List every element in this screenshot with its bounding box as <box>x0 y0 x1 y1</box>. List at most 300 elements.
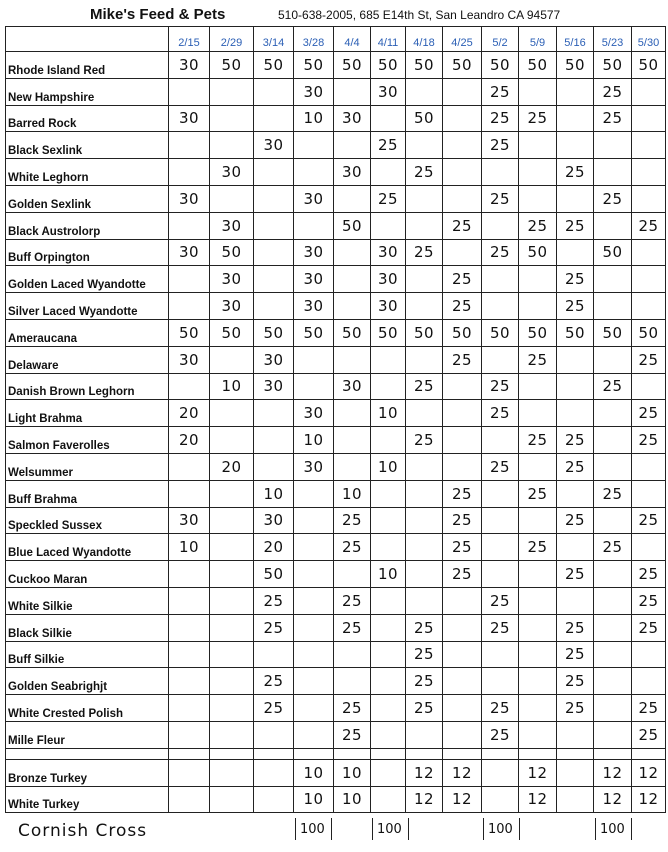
quantity-cell: 10 <box>294 427 334 454</box>
quantity-cell <box>169 759 210 786</box>
quantity-cell: 25 <box>594 78 632 105</box>
quantity-cell: 25 <box>482 373 519 400</box>
quantity-cell <box>169 561 210 588</box>
quantity-cell <box>371 721 406 748</box>
quantity-cell <box>406 266 443 293</box>
quantity-cell <box>169 480 210 507</box>
quantity-cell <box>482 561 519 588</box>
quantity-cell <box>169 293 210 320</box>
quantity-cell: 25 <box>482 614 519 641</box>
quantity-cell <box>210 587 254 614</box>
quantity-cell <box>254 759 294 786</box>
quantity-cell <box>519 561 557 588</box>
quantity-cell: 30 <box>169 507 210 534</box>
breed-row <box>6 786 666 813</box>
quantity-cell: 50 <box>210 52 254 79</box>
quantity-cell <box>294 534 334 561</box>
quantity-cell <box>294 373 334 400</box>
quantity-cell: 25 <box>557 453 594 480</box>
quantity-cell: 25 <box>632 614 666 641</box>
quantity-cell <box>406 561 443 588</box>
quantity-cell: 30 <box>254 132 294 159</box>
quantity-cell <box>557 373 594 400</box>
quantity-cell <box>210 105 254 132</box>
breed-name: Ameraucana <box>6 319 169 346</box>
date-header: 5/16 <box>557 27 594 52</box>
quantity-cell: 25 <box>254 668 294 695</box>
quantity-cell <box>443 427 482 454</box>
quantity-cell <box>406 480 443 507</box>
quantity-cell <box>443 105 482 132</box>
breed-name: Golden Laced Wyandotte <box>6 266 169 293</box>
quantity-cell: 25 <box>632 400 666 427</box>
quantity-cell: 30 <box>371 266 406 293</box>
breed-name: Black Austrolorp <box>6 212 169 239</box>
breed-row <box>6 52 666 79</box>
quantity-cell: 50 <box>254 52 294 79</box>
quantity-cell: 10 <box>254 480 294 507</box>
cornish-cross-quantity: 100 <box>488 822 513 837</box>
quantity-cell: 25 <box>334 695 371 722</box>
quantity-cell <box>294 721 334 748</box>
quantity-cell <box>371 507 406 534</box>
quantity-cell <box>371 668 406 695</box>
quantity-cell: 25 <box>443 266 482 293</box>
quantity-cell <box>482 266 519 293</box>
quantity-cell <box>210 668 254 695</box>
quantity-cell: 50 <box>294 319 334 346</box>
divider-cell <box>594 748 632 759</box>
divider-cell <box>557 748 594 759</box>
quantity-cell <box>519 373 557 400</box>
quantity-cell: 50 <box>406 105 443 132</box>
quantity-cell: 30 <box>334 373 371 400</box>
quantity-cell: 20 <box>169 400 210 427</box>
quantity-cell: 30 <box>210 159 254 186</box>
quantity-cell: 25 <box>557 293 594 320</box>
quantity-cell: 10 <box>294 105 334 132</box>
breed-name: Black Sexlink <box>6 132 169 159</box>
quantity-cell <box>254 453 294 480</box>
quantity-cell <box>557 239 594 266</box>
quantity-cell: 25 <box>406 668 443 695</box>
quantity-cell: 50 <box>443 52 482 79</box>
quantity-cell: 25 <box>557 427 594 454</box>
quantity-cell <box>210 695 254 722</box>
quantity-cell: 30 <box>371 293 406 320</box>
quantity-cell <box>443 587 482 614</box>
quantity-cell: 50 <box>334 52 371 79</box>
quantity-cell <box>443 78 482 105</box>
quantity-cell: 25 <box>557 561 594 588</box>
divider-cell <box>6 748 169 759</box>
quantity-cell <box>334 400 371 427</box>
store-contact: 510-638-2005, 685 E14th St, San Leandro CA 94577 <box>278 8 561 22</box>
quantity-cell: 25 <box>632 427 666 454</box>
date-header: 4/4 <box>334 27 371 52</box>
breed-column-header <box>6 27 169 52</box>
divider-cell <box>334 748 371 759</box>
quantity-cell <box>371 346 406 373</box>
quantity-cell <box>632 78 666 105</box>
quantity-cell <box>594 427 632 454</box>
chick-order-table <box>5 26 666 813</box>
quantity-cell <box>557 534 594 561</box>
quantity-cell: 12 <box>443 786 482 813</box>
breed-row <box>6 668 666 695</box>
date-header: 3/28 <box>294 27 334 52</box>
quantity-cell <box>482 159 519 186</box>
quantity-cell: 30 <box>169 52 210 79</box>
quantity-cell: 12 <box>632 759 666 786</box>
quantity-cell <box>294 587 334 614</box>
quantity-cell <box>169 132 210 159</box>
quantity-cell: 12 <box>594 786 632 813</box>
quantity-cell <box>294 614 334 641</box>
quantity-cell <box>254 159 294 186</box>
quantity-cell <box>371 105 406 132</box>
quantity-cell <box>169 159 210 186</box>
date-header: 2/15 <box>169 27 210 52</box>
date-header: 5/9 <box>519 27 557 52</box>
quantity-cell <box>594 212 632 239</box>
quantity-cell: 20 <box>254 534 294 561</box>
divider-cell <box>294 748 334 759</box>
breed-row <box>6 641 666 668</box>
quantity-cell: 25 <box>334 507 371 534</box>
quantity-cell <box>482 668 519 695</box>
breed-name: Speckled Sussex <box>6 507 169 534</box>
quantity-cell <box>482 346 519 373</box>
quantity-cell <box>519 587 557 614</box>
quantity-cell: 50 <box>254 319 294 346</box>
quantity-cell <box>519 641 557 668</box>
quantity-cell: 25 <box>557 695 594 722</box>
quantity-cell <box>294 132 334 159</box>
quantity-cell <box>169 641 210 668</box>
quantity-cell <box>443 132 482 159</box>
quantity-cell <box>594 293 632 320</box>
breed-name: Delaware <box>6 346 169 373</box>
quantity-cell <box>594 507 632 534</box>
quantity-cell <box>519 78 557 105</box>
quantity-cell <box>482 759 519 786</box>
quantity-cell <box>632 373 666 400</box>
quantity-cell: 25 <box>334 721 371 748</box>
divider-cell <box>443 748 482 759</box>
quantity-cell <box>406 400 443 427</box>
quantity-cell <box>519 400 557 427</box>
quantity-cell <box>254 185 294 212</box>
quantity-cell: 25 <box>406 641 443 668</box>
quantity-cell: 50 <box>594 239 632 266</box>
quantity-cell <box>334 561 371 588</box>
quantity-cell <box>557 759 594 786</box>
quantity-cell <box>406 453 443 480</box>
quantity-cell: 25 <box>632 561 666 588</box>
quantity-cell: 50 <box>482 319 519 346</box>
quantity-cell: 50 <box>334 319 371 346</box>
date-header-row <box>6 27 666 52</box>
quantity-cell: 20 <box>210 453 254 480</box>
quantity-cell: 25 <box>519 212 557 239</box>
quantity-cell <box>294 695 334 722</box>
date-header: 4/11 <box>371 27 406 52</box>
quantity-cell: 25 <box>557 507 594 534</box>
quantity-cell: 25 <box>406 427 443 454</box>
quantity-cell: 50 <box>632 52 666 79</box>
cornish-cross-label: Cornish Cross <box>18 821 148 841</box>
breed-row <box>6 587 666 614</box>
breed-name: Buff Brahma <box>6 480 169 507</box>
breed-name: Golden Sexlink <box>6 185 169 212</box>
quantity-cell <box>371 614 406 641</box>
quantity-cell <box>557 480 594 507</box>
quantity-cell <box>254 212 294 239</box>
quantity-cell <box>294 561 334 588</box>
quantity-cell: 12 <box>632 786 666 813</box>
quantity-cell: 50 <box>210 239 254 266</box>
divider-cell <box>482 748 519 759</box>
quantity-cell: 50 <box>557 319 594 346</box>
quantity-cell: 10 <box>210 373 254 400</box>
quantity-cell <box>169 695 210 722</box>
quantity-cell <box>519 614 557 641</box>
quantity-cell: 30 <box>210 293 254 320</box>
breed-row <box>6 534 666 561</box>
quantity-cell <box>210 480 254 507</box>
quantity-cell: 25 <box>443 293 482 320</box>
divider-cell <box>169 748 210 759</box>
breed-row <box>6 105 666 132</box>
breed-name: Welsummer <box>6 453 169 480</box>
quantity-cell <box>482 641 519 668</box>
quantity-cell <box>169 266 210 293</box>
date-header: 4/25 <box>443 27 482 52</box>
quantity-cell: 25 <box>482 695 519 722</box>
quantity-cell <box>254 721 294 748</box>
quantity-cell: 12 <box>406 786 443 813</box>
quantity-cell <box>169 786 210 813</box>
breed-name: Barred Rock <box>6 105 169 132</box>
quantity-cell: 30 <box>169 346 210 373</box>
quantity-cell <box>632 480 666 507</box>
quantity-cell: 50 <box>632 319 666 346</box>
quantity-cell: 30 <box>169 185 210 212</box>
quantity-cell <box>406 132 443 159</box>
quantity-cell <box>371 641 406 668</box>
quantity-cell <box>371 427 406 454</box>
cornish-cross-quantity: 100 <box>300 822 325 837</box>
quantity-cell <box>169 614 210 641</box>
breed-name: Rhode Island Red <box>6 52 169 79</box>
quantity-cell <box>519 159 557 186</box>
quantity-cell <box>371 786 406 813</box>
quantity-cell <box>334 78 371 105</box>
quantity-cell: 30 <box>210 212 254 239</box>
quantity-cell: 25 <box>443 212 482 239</box>
quantity-cell: 30 <box>169 105 210 132</box>
quantity-cell <box>632 185 666 212</box>
quantity-cell: 50 <box>294 52 334 79</box>
cornish-cross-quantity: 100 <box>377 822 402 837</box>
quantity-cell <box>371 212 406 239</box>
quantity-cell <box>210 561 254 588</box>
quantity-cell <box>519 695 557 722</box>
quantity-cell: 25 <box>406 239 443 266</box>
quantity-cell <box>443 695 482 722</box>
quantity-cell <box>519 266 557 293</box>
breed-row <box>6 373 666 400</box>
quantity-cell <box>210 721 254 748</box>
quantity-cell: 25 <box>334 614 371 641</box>
quantity-cell: 50 <box>371 52 406 79</box>
quantity-cell: 25 <box>482 78 519 105</box>
breed-name: Silver Laced Wyandotte <box>6 293 169 320</box>
quantity-cell <box>519 185 557 212</box>
quantity-cell <box>406 346 443 373</box>
date-header: 5/2 <box>482 27 519 52</box>
quantity-cell <box>334 427 371 454</box>
quantity-cell: 25 <box>594 480 632 507</box>
quantity-cell <box>371 587 406 614</box>
breed-name: Salmon Faverolles <box>6 427 169 454</box>
quantity-cell <box>482 786 519 813</box>
quantity-cell: 25 <box>594 373 632 400</box>
quantity-cell <box>169 587 210 614</box>
breed-name: White Leghorn <box>6 159 169 186</box>
quantity-cell <box>334 346 371 373</box>
quantity-cell: 25 <box>406 695 443 722</box>
quantity-cell: 10 <box>334 786 371 813</box>
quantity-cell: 25 <box>482 587 519 614</box>
quantity-cell <box>334 641 371 668</box>
cornish-cross-row <box>0 817 668 852</box>
quantity-cell <box>210 346 254 373</box>
quantity-cell: 10 <box>294 786 334 813</box>
quantity-cell: 30 <box>294 185 334 212</box>
quantity-cell <box>406 293 443 320</box>
quantity-cell <box>406 507 443 534</box>
quantity-cell: 25 <box>371 185 406 212</box>
quantity-cell <box>594 614 632 641</box>
quantity-cell <box>254 78 294 105</box>
quantity-cell <box>254 400 294 427</box>
quantity-cell: 50 <box>482 52 519 79</box>
quantity-cell: 50 <box>594 52 632 79</box>
quantity-cell <box>443 641 482 668</box>
quantity-cell <box>557 400 594 427</box>
breed-row <box>6 346 666 373</box>
quantity-cell <box>594 668 632 695</box>
quantity-cell: 30 <box>254 346 294 373</box>
quantity-cell: 50 <box>557 52 594 79</box>
quantity-cell: 25 <box>594 185 632 212</box>
quantity-cell: 25 <box>406 373 443 400</box>
quantity-cell: 12 <box>594 759 632 786</box>
quantity-cell <box>294 507 334 534</box>
breed-row <box>6 507 666 534</box>
quantity-cell: 50 <box>443 319 482 346</box>
quantity-cell: 25 <box>482 132 519 159</box>
quantity-cell <box>210 534 254 561</box>
quantity-cell <box>482 534 519 561</box>
quantity-cell: 50 <box>371 319 406 346</box>
quantity-cell: 25 <box>632 507 666 534</box>
date-header: 5/23 <box>594 27 632 52</box>
quantity-cell: 50 <box>519 52 557 79</box>
date-header: 4/18 <box>406 27 443 52</box>
quantity-cell: 10 <box>334 480 371 507</box>
quantity-cell: 50 <box>406 52 443 79</box>
quantity-cell <box>334 185 371 212</box>
quantity-cell <box>371 759 406 786</box>
page-header <box>0 6 668 26</box>
quantity-cell: 50 <box>519 239 557 266</box>
quantity-cell: 50 <box>594 319 632 346</box>
quantity-cell <box>443 721 482 748</box>
quantity-cell <box>632 293 666 320</box>
quantity-cell: 30 <box>294 293 334 320</box>
breed-name: Cuckoo Maran <box>6 561 169 588</box>
quantity-cell <box>519 453 557 480</box>
quantity-cell: 25 <box>254 695 294 722</box>
breed-row <box>6 319 666 346</box>
quantity-cell: 25 <box>557 266 594 293</box>
quantity-cell: 30 <box>334 159 371 186</box>
quantity-cell: 30 <box>254 507 294 534</box>
quantity-cell <box>594 641 632 668</box>
breed-row <box>6 480 666 507</box>
quantity-cell <box>594 721 632 748</box>
date-header: 5/30 <box>632 27 666 52</box>
quantity-cell: 25 <box>482 105 519 132</box>
breed-name: Buff Orpington <box>6 239 169 266</box>
divider-cell <box>254 748 294 759</box>
quantity-cell <box>557 132 594 159</box>
quantity-cell <box>210 78 254 105</box>
quantity-cell: 25 <box>519 480 557 507</box>
quantity-cell <box>519 507 557 534</box>
quantity-cell <box>210 427 254 454</box>
quantity-cell: 50 <box>169 319 210 346</box>
breed-row <box>6 239 666 266</box>
breed-name: Bronze Turkey <box>6 759 169 786</box>
quantity-cell <box>169 78 210 105</box>
quantity-cell <box>169 721 210 748</box>
breed-row <box>6 132 666 159</box>
breed-row <box>6 721 666 748</box>
breed-name: Golden Seabrighjt <box>6 668 169 695</box>
breed-name: White Crested Polish <box>6 695 169 722</box>
quantity-cell <box>334 239 371 266</box>
quantity-cell <box>594 587 632 614</box>
quantity-cell <box>169 668 210 695</box>
quantity-cell: 50 <box>406 319 443 346</box>
breed-row <box>6 759 666 786</box>
quantity-cell <box>254 641 294 668</box>
quantity-cell <box>632 159 666 186</box>
quantity-cell <box>371 695 406 722</box>
quantity-cell <box>632 641 666 668</box>
quantity-cell <box>294 480 334 507</box>
quantity-cell <box>632 239 666 266</box>
quantity-cell: 30 <box>294 239 334 266</box>
breed-name: White Turkey <box>6 786 169 813</box>
breed-row <box>6 400 666 427</box>
quantity-cell: 25 <box>443 534 482 561</box>
quantity-cell <box>406 212 443 239</box>
